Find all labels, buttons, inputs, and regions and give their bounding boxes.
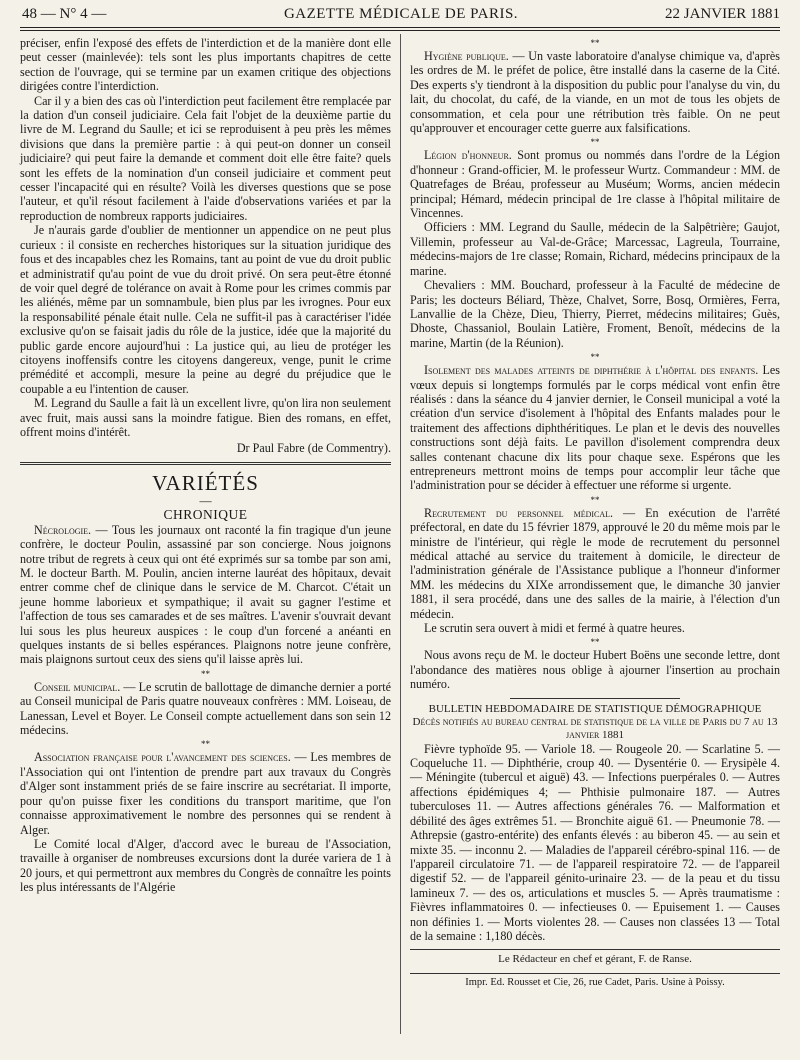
footer-rule bbox=[410, 973, 780, 974]
legion-officiers: Officiers : MM. Legrand du Saulle, médecin de la Salpêtrière; Gaujot, Villemin, professeur au Val-de-Grâce; Marcessac, Lagreula, Tourraine, médecins-majors de 1re classe; Romain, Richard, médecins principaux de la marine. bbox=[410, 220, 780, 278]
issue-date: 22 JANVIER 1881 bbox=[665, 6, 780, 22]
news-item-association bbox=[20, 750, 391, 836]
news-item-conseil bbox=[20, 680, 391, 738]
news-item-recrutement bbox=[410, 506, 780, 621]
item-heading: Légion d'honneur. bbox=[424, 148, 512, 163]
separator-stars: ** bbox=[201, 668, 210, 679]
section-title: VARIÉTÉS bbox=[152, 470, 259, 495]
news-item-isolement bbox=[410, 363, 780, 493]
scrutin-note: Le scrutin sera ouvert à midi et fermé à quatre heures. bbox=[424, 621, 685, 636]
item-body: — Les membres de l'Association qui ont l'intention de prendre part aux travaux du Congrès d'Alger sont instamment priés de se faire inscrire au secrétariat. Il importe, pour qu'on puisse fixer les conditions du transport maritime, que l'on connaisse approximativement le nombre des personnes qui se rendent à Alger. bbox=[20, 750, 391, 837]
header-rule bbox=[20, 27, 780, 31]
separator-stars: ** bbox=[590, 637, 600, 648]
title-dash: — bbox=[199, 493, 212, 508]
item-body: Sont promus ou nommés dans l'ordre de la Légion d'honneur : Grand-officier, M. le professeur Wurtz. Commandeur : MM. de Quatrefages de Bréau, professeur au Muséum; Worms, ancien médecin principal; Hémard, médecin principal de 1re classe à l'hôpital militaire de Vincennes. bbox=[410, 148, 780, 221]
deces-title: Décès notifiés au bureau central de statistique de la ville de Paris du 7 au 13 janvier 1881 bbox=[412, 715, 778, 741]
right-column bbox=[410, 36, 780, 990]
item-body: — En exécution de l'arrêté préfectoral, en date du 15 février 1879, approuvé le 20 du même mois par le ministre de l'intérieur, qui règle le mode de recrutement du personnel médical attaché au service du traitement à domicile, le directeur de l'administration générale de l'Assistance publique a l'honneur d'informer MM. les médecins du XIXe arrondissement que, le dimanche 30 janvier 1881, il sera procédé, dans une des salles de la mairie, à l'élection d'un médecin. bbox=[410, 505, 780, 621]
separator-stars: ** bbox=[590, 38, 600, 48]
item-heading: Recrutement du personnel médical. bbox=[424, 505, 614, 520]
page-header bbox=[22, 4, 780, 26]
footer-rule bbox=[410, 949, 780, 950]
journal-title: GAZETTE MÉDICALE DE PARIS. bbox=[283, 6, 519, 22]
news-item-hygiene bbox=[410, 49, 780, 135]
item-body: — Un vaste laboratoire d'analyse chimique va, d'après les ordres de M. le préfet de police, être installé dans la caserne de la Cité. Des experts s'y tiendront à la disposition du public pour l'analyse du vin, du lait, du chocolat, du café, de la viande, en un mot de tous les objets de consommation, et cela pour une rétribution très faible. On ne peut qu'approuver et encourager cette guerre aux falsifications. bbox=[410, 49, 780, 136]
review-paragraph: Car il y a bien des cas où l'interdiction peut facilement être remplacée par la dation d'un conseil judiciaire. Cela fait l'objet de la deuxième partie du livre de M. Legrand du Saulle; et ici se reproduisent à peu près les mêmes divisions que dans la première partie : à qui peut-on donner un conseil judiciaire? qui peut faire la demande et comment doit elle être faite? quels sont les effets de la nomination d'un conseil judiciaire et comment peut cesser l'incapacité qui en résulte? Voilà les diverses questions que se pose l'auteur, et qu'il résout facilement à l'aide d'observations variées et par la reproduction de nombreux rapports judiciaires. bbox=[20, 93, 391, 223]
item-body: Les vœux depuis si longtemps formulés par le corps médical vont enfin être réalisés : dans la séance du 4 janvier dernier, le Conseil municipal a voté la création d'un service d'isolement à l'hôpital des Enfants malades pour le traitement des affections diphthéritiques. Le plan et le devis des nouvelles constructions sont déjà faits. Le pavillon d'isolement comprendra deux salles contenant chacune dix lits pour chaque sexe. Espérons que les entrepreneurs mettront moins de temps pour accomplir leur tâche que l'administration pour se décider à effectuer une réforme si urgente. bbox=[410, 363, 780, 493]
review-paragraph: M. Legrand du Saulle a fait là un excellent livre, qu'on lira non seulement avec fruit, mais aussi sans la moindre fatigue. Bien des romans, en effet, offrent moins d'intérêt. bbox=[20, 396, 391, 439]
separator-stars: ** bbox=[201, 739, 210, 750]
separator-stars: ** bbox=[590, 137, 600, 148]
news-item-comite: Le Comité local d'Alger, d'accord avec le bureau de l'Association, travaille à organiser de nombreuses excursions dont la durée variera de 1 à 20 jours, et qui permettront aux membres du Congrès de connaître les points les plus intéressants de l'Algérie bbox=[20, 836, 391, 895]
column-divider bbox=[400, 34, 401, 1034]
item-body: — Tous les journaux ont raconté la fin tragique d'un jeune confrère, le docteur Poulin, assassiné par son concierge. Nous joignons notre tribut de regrets à ceux qui ont été exprimés sur sa tombe par son ami, M. le docteur Barth. M. Poulin, ancien interne lauréat des hôpitaux, devait entrer comme chef de clinique dans le service de M. Charcot. C'était un jeune homme laborieux et sympathique; il avait su gagner l'estime et l'affection de tous ses camarades et de ses maîtres. L'avenir s'ouvrait devant lui sous les plus heureux auspices : le coup d'un forcené a anéanti en quelques instants de si belles espérances. Plaignons notre jeune confrère, mais plaignons surtout ceux des siens qu'il laisse après lui. bbox=[20, 522, 391, 667]
section-rule bbox=[20, 462, 391, 465]
review-paragraph: Je n'aurais garde d'oublier de mentionner un appendice on ne peut plus curieux : il consiste en recherches historiques sur la situation juridique des fous et des incapables chez les Romains, tant au point de vue du droit public et administratif qu'au point de vue du droit privé. On sera peut-être étonné de voir quel degré de tolérance on avait à Rome pour les crimes commis par les aliénés, même par un somnambule, bien plus par les ivrognes. Pour eux la responsabilité pénale était nulle. Cela ne suffit-il pas à caractériser l'idée exclusive qu'on se faisait jadis du rôle de la justice, idée que la majorité du public garde encore aujourd'hui : La justice qui, au lieu de protéger les citoyens inoffensifs contre les citoyens dangereux, venge, punit le crime prémédité et accompli, mesure la peine au degré du préjudice que le coupable a eu l'intention de causer. bbox=[20, 223, 391, 396]
boens-note: Nous avons reçu de M. le docteur Hubert Boëns une seconde lettre, dont l'abondance des matières nous oblige à ajourner l'insertion au prochain numéro. bbox=[410, 648, 780, 692]
mortality-statistics: Fièvre typhoïde 95. — Variole 18. — Rougeole 20. — Scarlatine 5. — Coqueluche 11. — Diphthérie, croup 40. — Dysentérie 0. — Erysipèle 4. — Méningite (tubercul et aiguë) 43. — Infections puerpérales 0. — Autres affections épidémiques 4; — Phthisie pulmonaire 187. — Autres tuberculoses 11. — Autres affections générales 76. — Malformation et débilité des âges extrêmes 51. — Bronchite aiguë 61. — Pneumonie 78. — Athrepsie (gastro-entérite) des enfants élevés : au biberon 45. — au sein et mixte 35. — inconnu 2. — Maladies de l'appareil cérébro-spinal 116. — de l'appareil circulatoire 71. — de l'appareil respiratoire 72. — de l'appareil digestif 52. — de l'appareil génito-urinaire 23. — de la peau et du tissu lamineux 7. — des os, articulations et muscles 5. — Après traumatisme : Fièvres inflammatoires 0. — infectieuses 0. — Epuisement 1. — Causes non définies 1. — Morts violentes 28. — Causes non classées 13 — Total de la semaine : 1,180 décès. bbox=[410, 741, 780, 943]
item-heading: Isolement des malades atteints de diphthérie à l'hôpital des enfants. bbox=[424, 363, 759, 378]
signature: Dr Paul Fabre (de Commentry). bbox=[236, 441, 391, 456]
news-item-legion bbox=[410, 148, 780, 220]
item-heading: Nécrologie. bbox=[34, 522, 92, 537]
item-body: — Le scrutin de ballottage de dimanche dernier a porté au Conseil municipal de Paris quatre nouveaux confrères : MM. Loiseau, de Lanessan, Level et Boyer. Le Conseil compte actuellement dans son sein 12 médecins. bbox=[20, 679, 391, 738]
item-heading: Conseil municipal. bbox=[34, 679, 121, 694]
news-item-necrologie bbox=[20, 523, 391, 667]
review-paragraph: préciser, enfin l'exposé des effets de l'interdiction et de la manière dont elle peut cesser (mainlevée): tels sont les plus importants chapitres de cette section de l'ouvrage, qui se termine par un examen critique des objections dirigées contre l'interdiction. bbox=[20, 36, 391, 94]
subsection-title: CHRONIQUE bbox=[163, 506, 248, 522]
separator-stars: ** bbox=[590, 352, 600, 363]
left-column bbox=[20, 36, 391, 895]
editor-line: Le Rédacteur en chef et gérant, F. de Ranse. bbox=[498, 953, 692, 966]
separator-stars: ** bbox=[590, 494, 600, 505]
bulletin-rule bbox=[510, 698, 680, 699]
printer-line: Impr. Ed. Rousset et Cie, 26, rue Cadet, Paris. Usine à Poissy. bbox=[465, 976, 725, 988]
item-heading: Hygiène publique. bbox=[424, 49, 509, 63]
legion-chevaliers: Chevaliers : MM. Bouchard, professeur à la Faculté de médecine de Paris; les docteurs Béliard, Thèze, Chalvet, Sorre, Bosq, Ormières, Ferra, Lanvallie de la Chèze, Dieu, Thierry, Pierret, médecins militaires; Guès, Dhoste, Chassaniol, Boulain Latière, Froment, Benoît, médecins de la marine, Martin (de la Réunion). bbox=[410, 278, 780, 350]
page-number: 48 — N° 4 — bbox=[22, 6, 107, 22]
item-heading: Association française pour l'avancement des sciences. bbox=[34, 750, 291, 765]
bulletin-title: BULLETIN HEBDOMADAIRE DE STATISTIQUE DÉMOGRAPHIQUE bbox=[428, 702, 762, 715]
